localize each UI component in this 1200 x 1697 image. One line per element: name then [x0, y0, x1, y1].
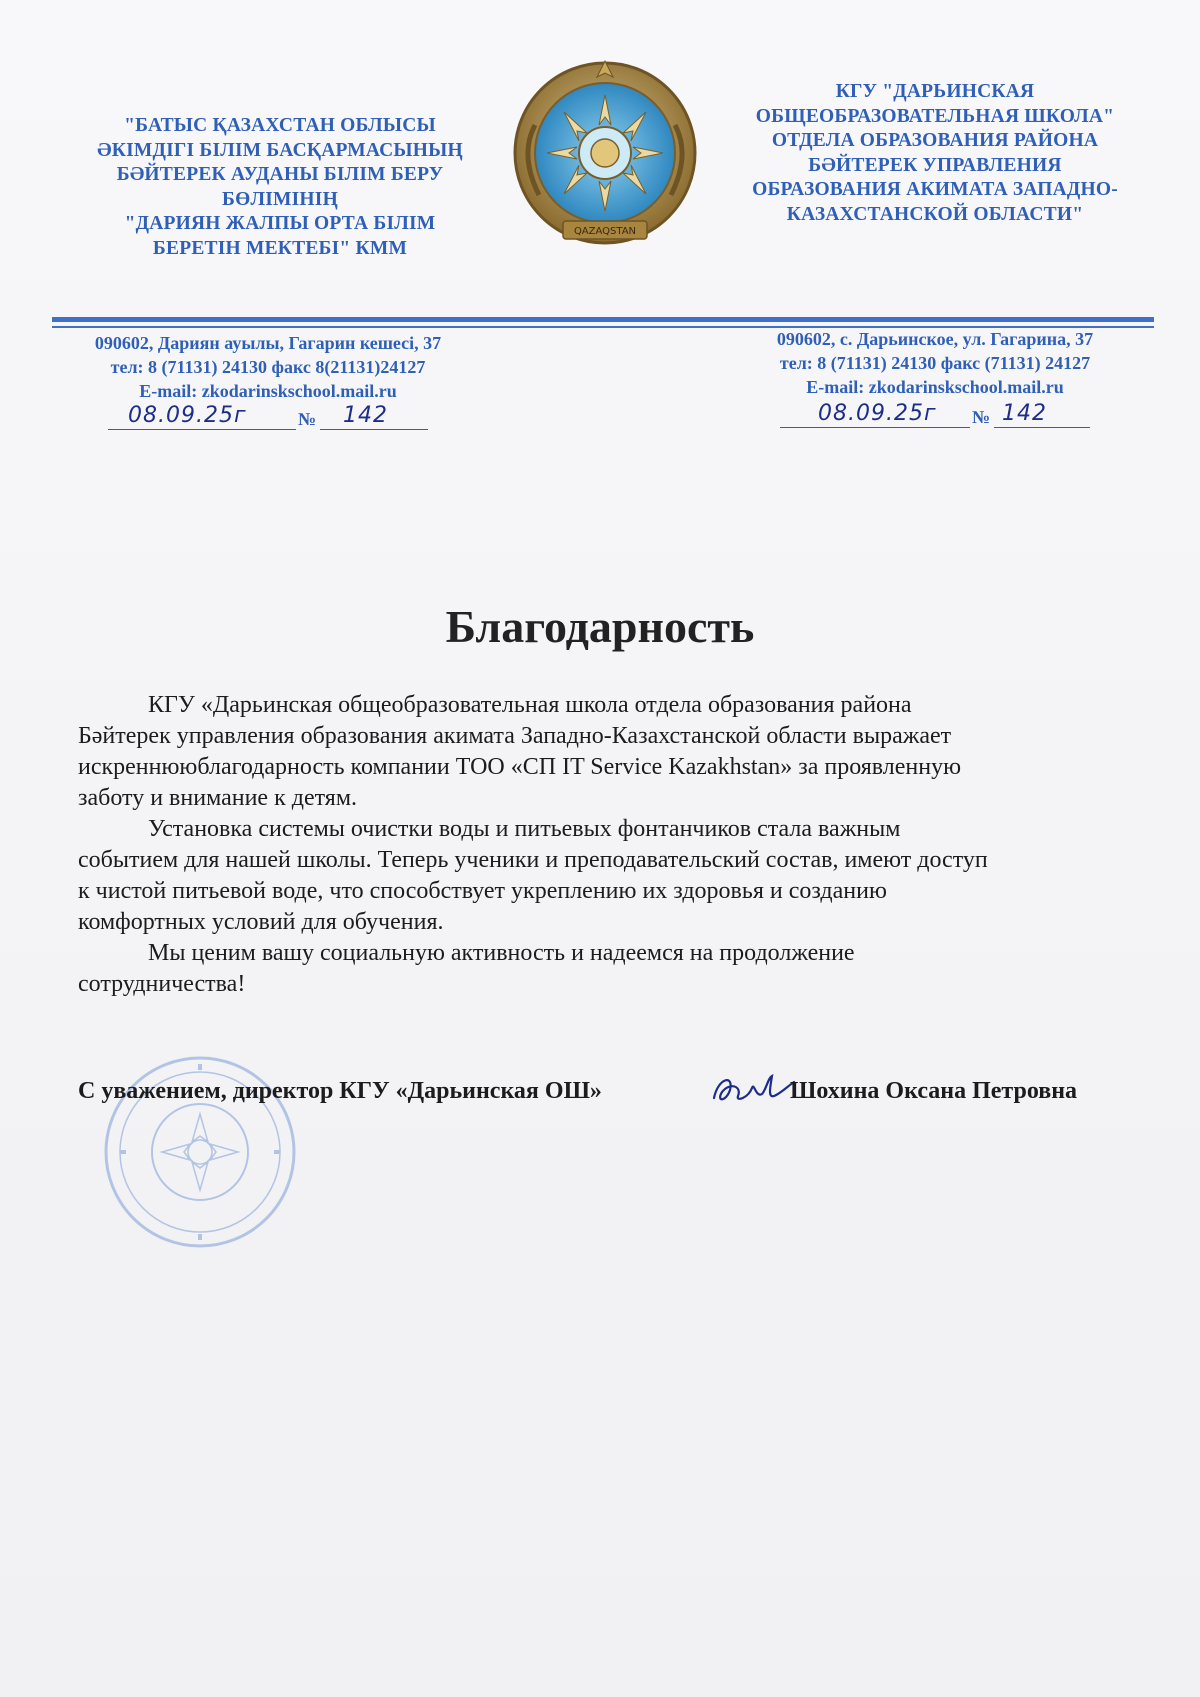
letter-body — [78, 690, 1148, 1000]
address-right-email: E-mail: zkodarinskschool.mail.ru — [806, 377, 1064, 397]
body-line: комфортных условий для обучения. — [78, 909, 444, 935]
date-blank-line — [108, 429, 296, 431]
body-line: к чистой питьевой воде, что способствует укреплению их здоровья и созданию — [78, 878, 887, 904]
letterhead-divider — [52, 317, 1154, 322]
header-russian — [715, 80, 1155, 227]
body-line: КГУ «Дарьинская общеобразовательная школа отдела образования района — [148, 692, 912, 718]
address-right-phone: тел: 8 (71131) 24130 факс (71131) 24127 — [779, 353, 1091, 373]
date-blank-line — [780, 427, 970, 429]
paragraph-1 — [78, 690, 1148, 814]
header-right-line: ОБЩЕОБРАЗОВАТЕЛЬНАЯ ШКОЛА" — [755, 105, 1115, 127]
header-left-line: "ДАРИЯН ЖАЛПЫ ОРТА БІЛІМ — [124, 213, 436, 234]
body-line: заботу и внимание к детям. — [78, 785, 357, 811]
address-right — [715, 327, 1155, 399]
header-right-line: КГУ "ДАРЬИНСКАЯ — [835, 81, 1035, 102]
header-right-line: ОБРАЗОВАНИЯ АКИМАТА ЗАПАДНО- — [752, 179, 1118, 200]
body-line: искреннююблагодарность компании ТОО «СП IT Service Kazakhstan» за проявленную — [78, 754, 962, 780]
document-title: Благодарность — [445, 601, 755, 652]
date-handwritten: 08.09.25г — [818, 401, 937, 426]
header-left-line: БӘЙТЕРЕК АУДАНЫ БІЛІМ БЕРУ — [116, 164, 444, 185]
header-right-line: БӘЙТЕРЕК УПРАВЛЕНИЯ — [808, 154, 1062, 176]
header-kazakh — [70, 114, 490, 261]
registration-left — [108, 400, 428, 434]
body-line: Установка системы очистки воды и питьевых фонтанчиков стала важным — [148, 816, 901, 842]
closing-salutation: С уважением, директор КГУ «Дарьинская ОШ» — [78, 1078, 602, 1104]
number-label: № — [298, 409, 317, 429]
number-handwritten: 142 — [343, 403, 388, 428]
header-right-line: ОТДЕЛА ОБРАЗОВАНИЯ РАЙОНА — [771, 130, 1099, 151]
state-emblem-icon — [505, 55, 705, 255]
address-left-phone: тел: 8 (71131) 24130 факс 8(21131)24127 — [110, 357, 426, 377]
number-handwritten: 142 — [1002, 401, 1047, 426]
header-right-line: КАЗАХСТАНСКОЙ ОБЛАСТИ" — [786, 203, 1084, 225]
closing-line — [78, 1078, 1158, 1105]
number-blank-line — [320, 429, 428, 431]
registration-right — [780, 398, 1090, 432]
number-blank-line — [994, 427, 1090, 429]
header-left-line: "БАТЫС ҚАЗАХСТАН ОБЛЫСЫ — [124, 115, 436, 136]
address-left — [48, 331, 488, 403]
address-left-email: E-mail: zkodarinskschool.mail.ru — [139, 381, 397, 401]
number-label: № — [972, 407, 991, 427]
paragraph-2 — [78, 814, 1148, 938]
address-right-line1: 090602, с. Дарьинское, ул. Гагарина, 37 — [776, 329, 1094, 349]
header-left-line: БӨЛІМІНІҢ — [222, 188, 338, 210]
paragraph-3 — [78, 938, 1148, 1000]
address-left-line1: 090602, Дариян ауылы, Гагарин кешесі, 37 — [94, 333, 442, 353]
body-line: событием для нашей школы. Теперь ученики и преподавательский состав, имеют доступ — [78, 847, 988, 873]
body-line: Мы ценим вашу социальную активность и надеемся на продолжение — [148, 940, 855, 966]
emblem-text: QAZAQSTAN — [573, 226, 637, 237]
signatory-name: Шохина Оксана Петровна — [790, 1078, 1078, 1104]
body-line: Бәйтерек управления образования акимата Западно-Казахстанской области выражает — [78, 723, 952, 749]
date-handwritten: 08.09.25г — [128, 403, 247, 428]
header-left-line: ӘКІМДІГІ БІЛІМ БАСҚАРМАСЫНЫҢ — [97, 139, 463, 161]
body-line: сотрудничества! — [78, 971, 246, 997]
header-left-line: БЕРЕТІН МЕКТЕБІ" КММ — [152, 237, 408, 259]
